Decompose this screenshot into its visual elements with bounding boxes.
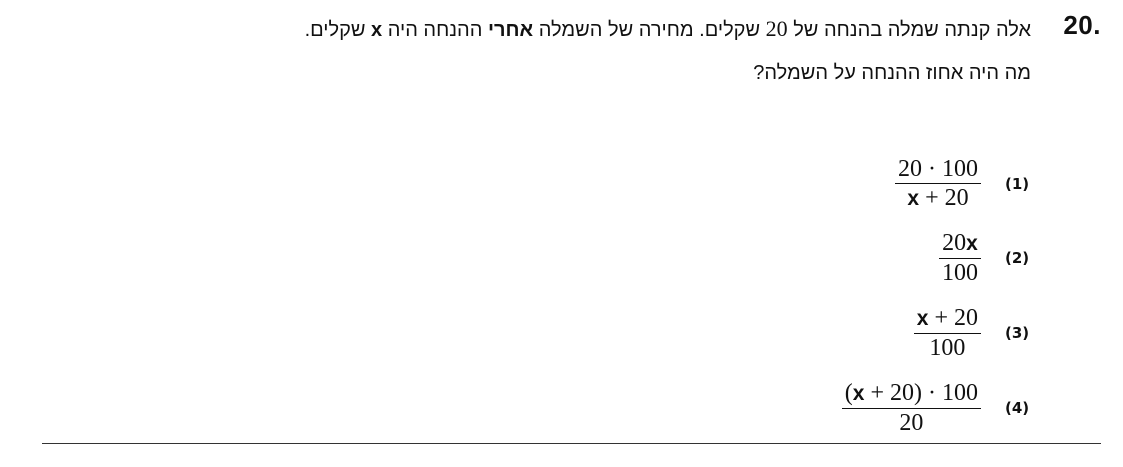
fraction-numerator [939, 231, 981, 258]
question-number: 20. [1063, 10, 1101, 40]
fraction-denominator: 100 [942, 260, 978, 287]
question-text-part2: שקלים. מחירה של השמלה [533, 19, 766, 41]
option-label: (3) [1005, 324, 1030, 342]
discount-amount: 20 [765, 16, 788, 41]
fraction-option-2 [939, 231, 981, 286]
question-text-line1 [305, 16, 1031, 42]
numerator-rest: + 20 [928, 304, 978, 331]
question-text-line2: מה היה אחוז ההנחה על השמלה? [753, 62, 1031, 84]
variable-x: x [916, 306, 929, 330]
fraction-denominator [904, 184, 971, 211]
option-label: (1) [1005, 175, 1030, 193]
fraction-numerator [842, 381, 981, 408]
emphasis-after: אחרי [487, 19, 534, 41]
fraction-option-3 [914, 306, 981, 361]
fraction-option-4 [842, 381, 981, 436]
variable-x: x [907, 187, 920, 211]
question-text-part3: ההנחה היה [382, 19, 488, 41]
fraction-numerator [914, 306, 981, 333]
answer-option-4[interactable] [842, 380, 1033, 436]
variable-x: x [852, 381, 865, 405]
fraction-numerator: 20 · 100 [898, 155, 978, 182]
variable-x: x [371, 19, 383, 41]
fraction-option-1 [895, 157, 981, 212]
denominator-rest: + 20 [919, 185, 969, 212]
question-text-part4: שקלים. [304, 19, 372, 41]
variable-x: x [966, 231, 978, 255]
bottom-divider [42, 443, 1101, 444]
question-text-part1: אלה קנתה שמלה בהנחה של [787, 19, 1031, 41]
fraction-denominator: 20 [899, 410, 924, 437]
numerator-number: 20 [942, 229, 967, 256]
option-label: (4) [1005, 399, 1030, 417]
numerator-rest: + 20) · 100 [864, 379, 978, 406]
option-label: (2) [1005, 249, 1030, 267]
answer-option-2[interactable] [939, 230, 1033, 286]
numerator-open-paren: ( [844, 379, 853, 406]
answer-option-3[interactable] [914, 305, 1033, 361]
answer-option-1[interactable] [895, 156, 1033, 212]
fraction-denominator: 100 [929, 335, 966, 362]
